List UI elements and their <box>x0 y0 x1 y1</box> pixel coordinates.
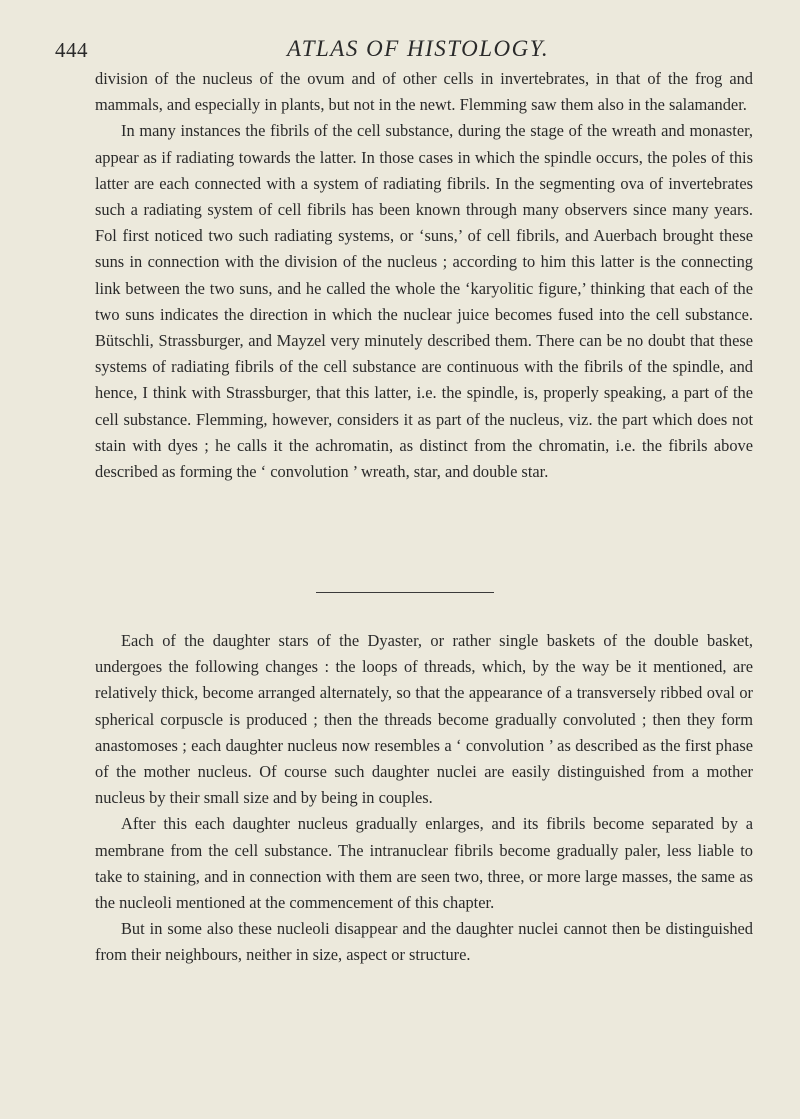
paragraph: After this each daughter nucleus gradually enlarges, and its fibrils become separated by a membrane from the cell substance. The intranuclear fibrils become gradually paler, less liable to take to staining, and in connection with them are seen two, three, or more large masses, the same as the nucleoli mentioned at the commencement of this chapter. <box>95 814 753 913</box>
running-title: ATLAS OF HISTOLOGY. <box>287 36 550 61</box>
section-divider <box>316 592 494 593</box>
page-header <box>55 36 755 66</box>
paragraph: But in some also these nucleoli disappear and the daughter nuclei cannot then be distinguished from their neighbours, neither in size, aspect or structure. <box>95 919 753 965</box>
text-block-top <box>95 66 753 485</box>
page-number: 444 <box>55 38 88 62</box>
text-block-bottom <box>95 628 753 969</box>
paragraph: In many instances the fibrils of the cell substance, during the stage of the wreath and monaster, appear as if radiating towards the latter. In those cases in which the spindle occurs, the poles of this latter are each connected with a system of radiating fibrils. In the segmenting ova of invertebrates such a radiating system of cell fibrils has been known through many observers since many years. Fol first noticed two such radiating systems, or ‘suns,’ of cell fibrils, and Auerbach brought these suns in connection with the division of the nucleus ; according to him this latter is the connecting link between the two suns, and he called the whole the ‘karyolitic figure,’ thinking that each of the two suns indicates the direction in which the nuclear juice becomes fused into the cell substance. Bütschli, Strassburger, and Mayzel very minutely described them. There can be no doubt that these systems of radiating fibrils of the cell substance are continuous with the fibrils of the spindle, and hence, I think with Strassburger, that this latter, i.e. the spindle, is, properly speaking, a part of the cell substance. Flemming, however, considers it as part of the nucleus, viz. the part which does not stain with dyes ; he calls it the achromatin, as distinct from the chromatin, i.e. the fibrils above described as forming the ‘ convolution ’ wreath, star, and double star. <box>95 121 753 482</box>
paragraph: division of the nucleus of the ovum and of other cells in invertebrates, in that of the frog and mammals, and especially in plants, but not in the newt. Flemming saw them also in the salamander. <box>95 69 753 115</box>
paragraph: Each of the daughter stars of the Dyaster, or rather single baskets of the double basket, undergoes the following changes : the loops of threads, which, by the way be it mentioned, are relatively thick, become arranged alternately, so that the appearance of a transversely ribbed oval or spherical corpuscle is produced ; then the threads become gradually convoluted ; then they form anastomoses ; each daughter nucleus now resembles a ‘ convolution ’ as described as the first phase of the mother nucleus. Of course such daughter nuclei are easily distinguished from a mother nucleus by their small size and by being in couples. <box>95 631 753 808</box>
